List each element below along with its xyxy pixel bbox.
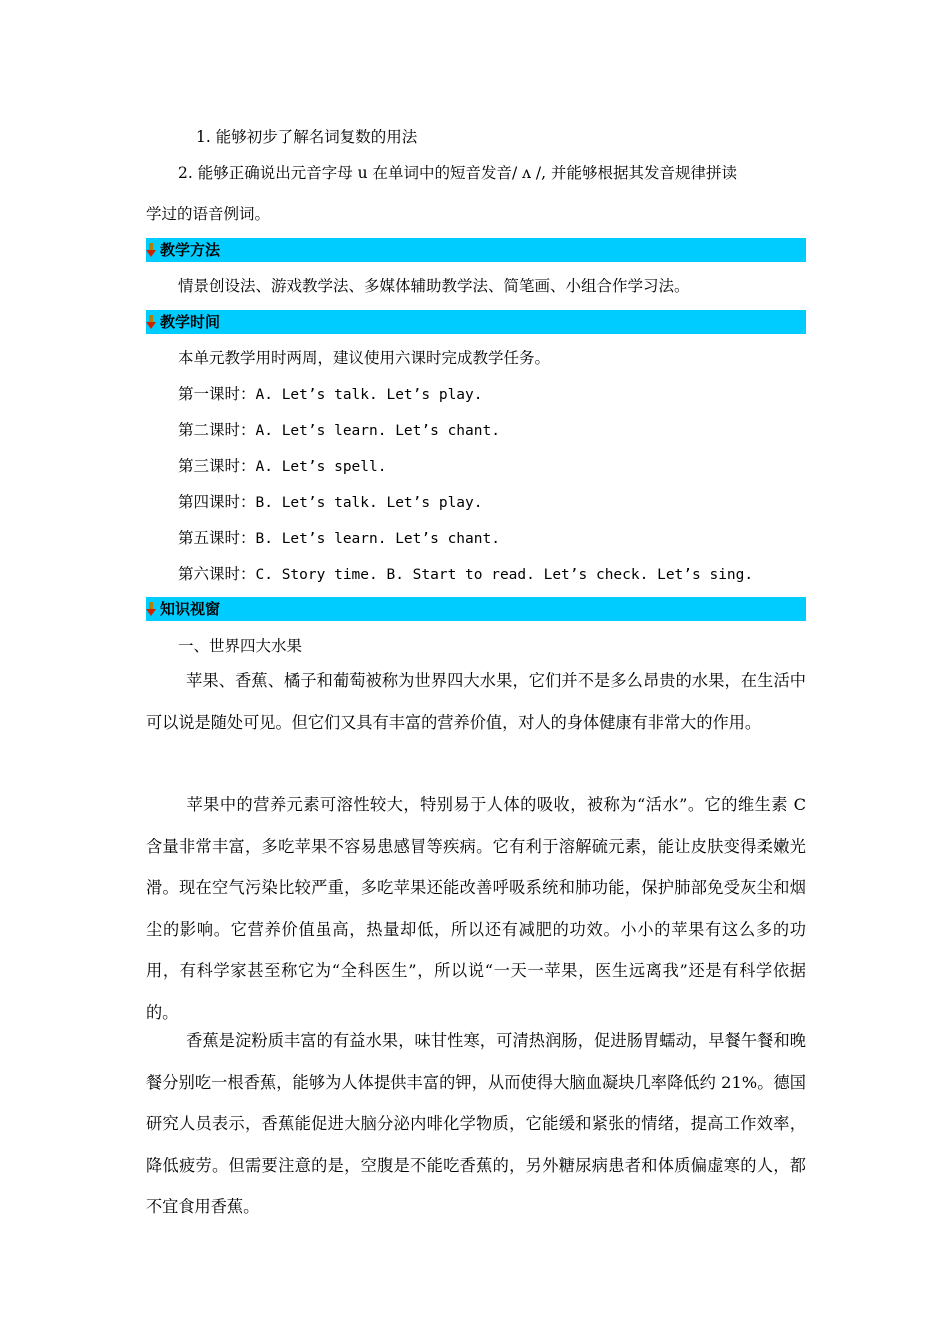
lesson-1: 第一课时：A. Let’s talk. Let’s play. [178, 385, 483, 403]
section-heading-time [146, 310, 806, 334]
section-heading-methods [146, 238, 806, 262]
pin-icon [146, 243, 158, 257]
paragraph-banana: 香蕉是淀粉质丰富的有益水果，味甘性寒，可清热润肠，促进肠胃蠕动，早餐午餐和晚餐分别吃一根香蕉，能够为人体提供丰富的钾，从而使得大脑血凝块几率降低约 21%。德国研究人员表示，香蕉能促进大脑分泌内啡化学物质，它能缓和紧张的情绪，提高工作效率，降低疲劳。但需要注意的是，空腹是不能吃香蕉的，另外糖尿病患者和体质偏虚寒的人，都不宜食用香蕉。 [146, 1031, 806, 1216]
objective-1: 1. 能够初步了解名词复数的用法 [196, 128, 418, 146]
knowledge-subheading: 一、世界四大水果 [178, 637, 303, 655]
methods-text: 情景创设法、游戏教学法、多媒体辅助教学法、简笔画、小组合作学习法。 [178, 277, 690, 295]
lesson-3: 第三课时：A. Let’s spell. [178, 457, 387, 475]
section-heading-knowledge [146, 597, 806, 621]
objective-2-line-2: 学过的语音例词。 [146, 205, 271, 223]
heading-label: 教学方法 [160, 241, 221, 259]
paragraph-apple: 苹果中的营养元素可溶性较大，特别易于人体的吸收，被称为“活水”。它的维生素 C 含量非常丰富，多吃苹果不容易患感冒等疾病。它有利于溶解硫元素，能让皮肤变得柔嫩光滑。现在空气污染比较严重，多吃苹果还能改善呼吸系统和肺功能，保护肺部免受灰尘和烟尘的影响。它营养价值虽高，热量却低，所以还有减肥的功效。小小的苹果有这么多的功用，有科学家甚至称它为“全科医生”，所以说“一天一苹果，医生远离我”还是有科学依据的。 [146, 795, 806, 1022]
lesson-2: 第二课时：A. Let’s learn. Let’s chant. [178, 421, 500, 439]
time-intro: 本单元教学用时两周，建议使用六课时完成教学任务。 [178, 349, 551, 367]
lesson-6: 第六课时：C. Story time. B. Start to read. Let’s check. Let’s sing. [178, 565, 754, 583]
lesson-4: 第四课时：B. Let’s talk. Let’s play. [178, 493, 483, 511]
heading-label: 教学时间 [160, 313, 221, 331]
paragraph-fruits: 苹果、香蕉、橘子和葡萄被称为世界四大水果，它们并不是多么昂贵的水果，在生活中可以说是随处可见。但它们又具有丰富的营养价值，对人的身体健康有非常大的作用。 [146, 671, 806, 732]
heading-label: 知识视窗 [160, 600, 221, 618]
pin-icon [146, 602, 158, 616]
pin-icon [146, 315, 158, 329]
lesson-5: 第五课时：B. Let’s learn. Let’s chant. [178, 529, 500, 547]
objective-2-line-1: 2. 能够正确说出元音字母 u 在单词中的短音发音/ ʌ /, 并能够根据其发音规律拼读 [178, 164, 737, 182]
